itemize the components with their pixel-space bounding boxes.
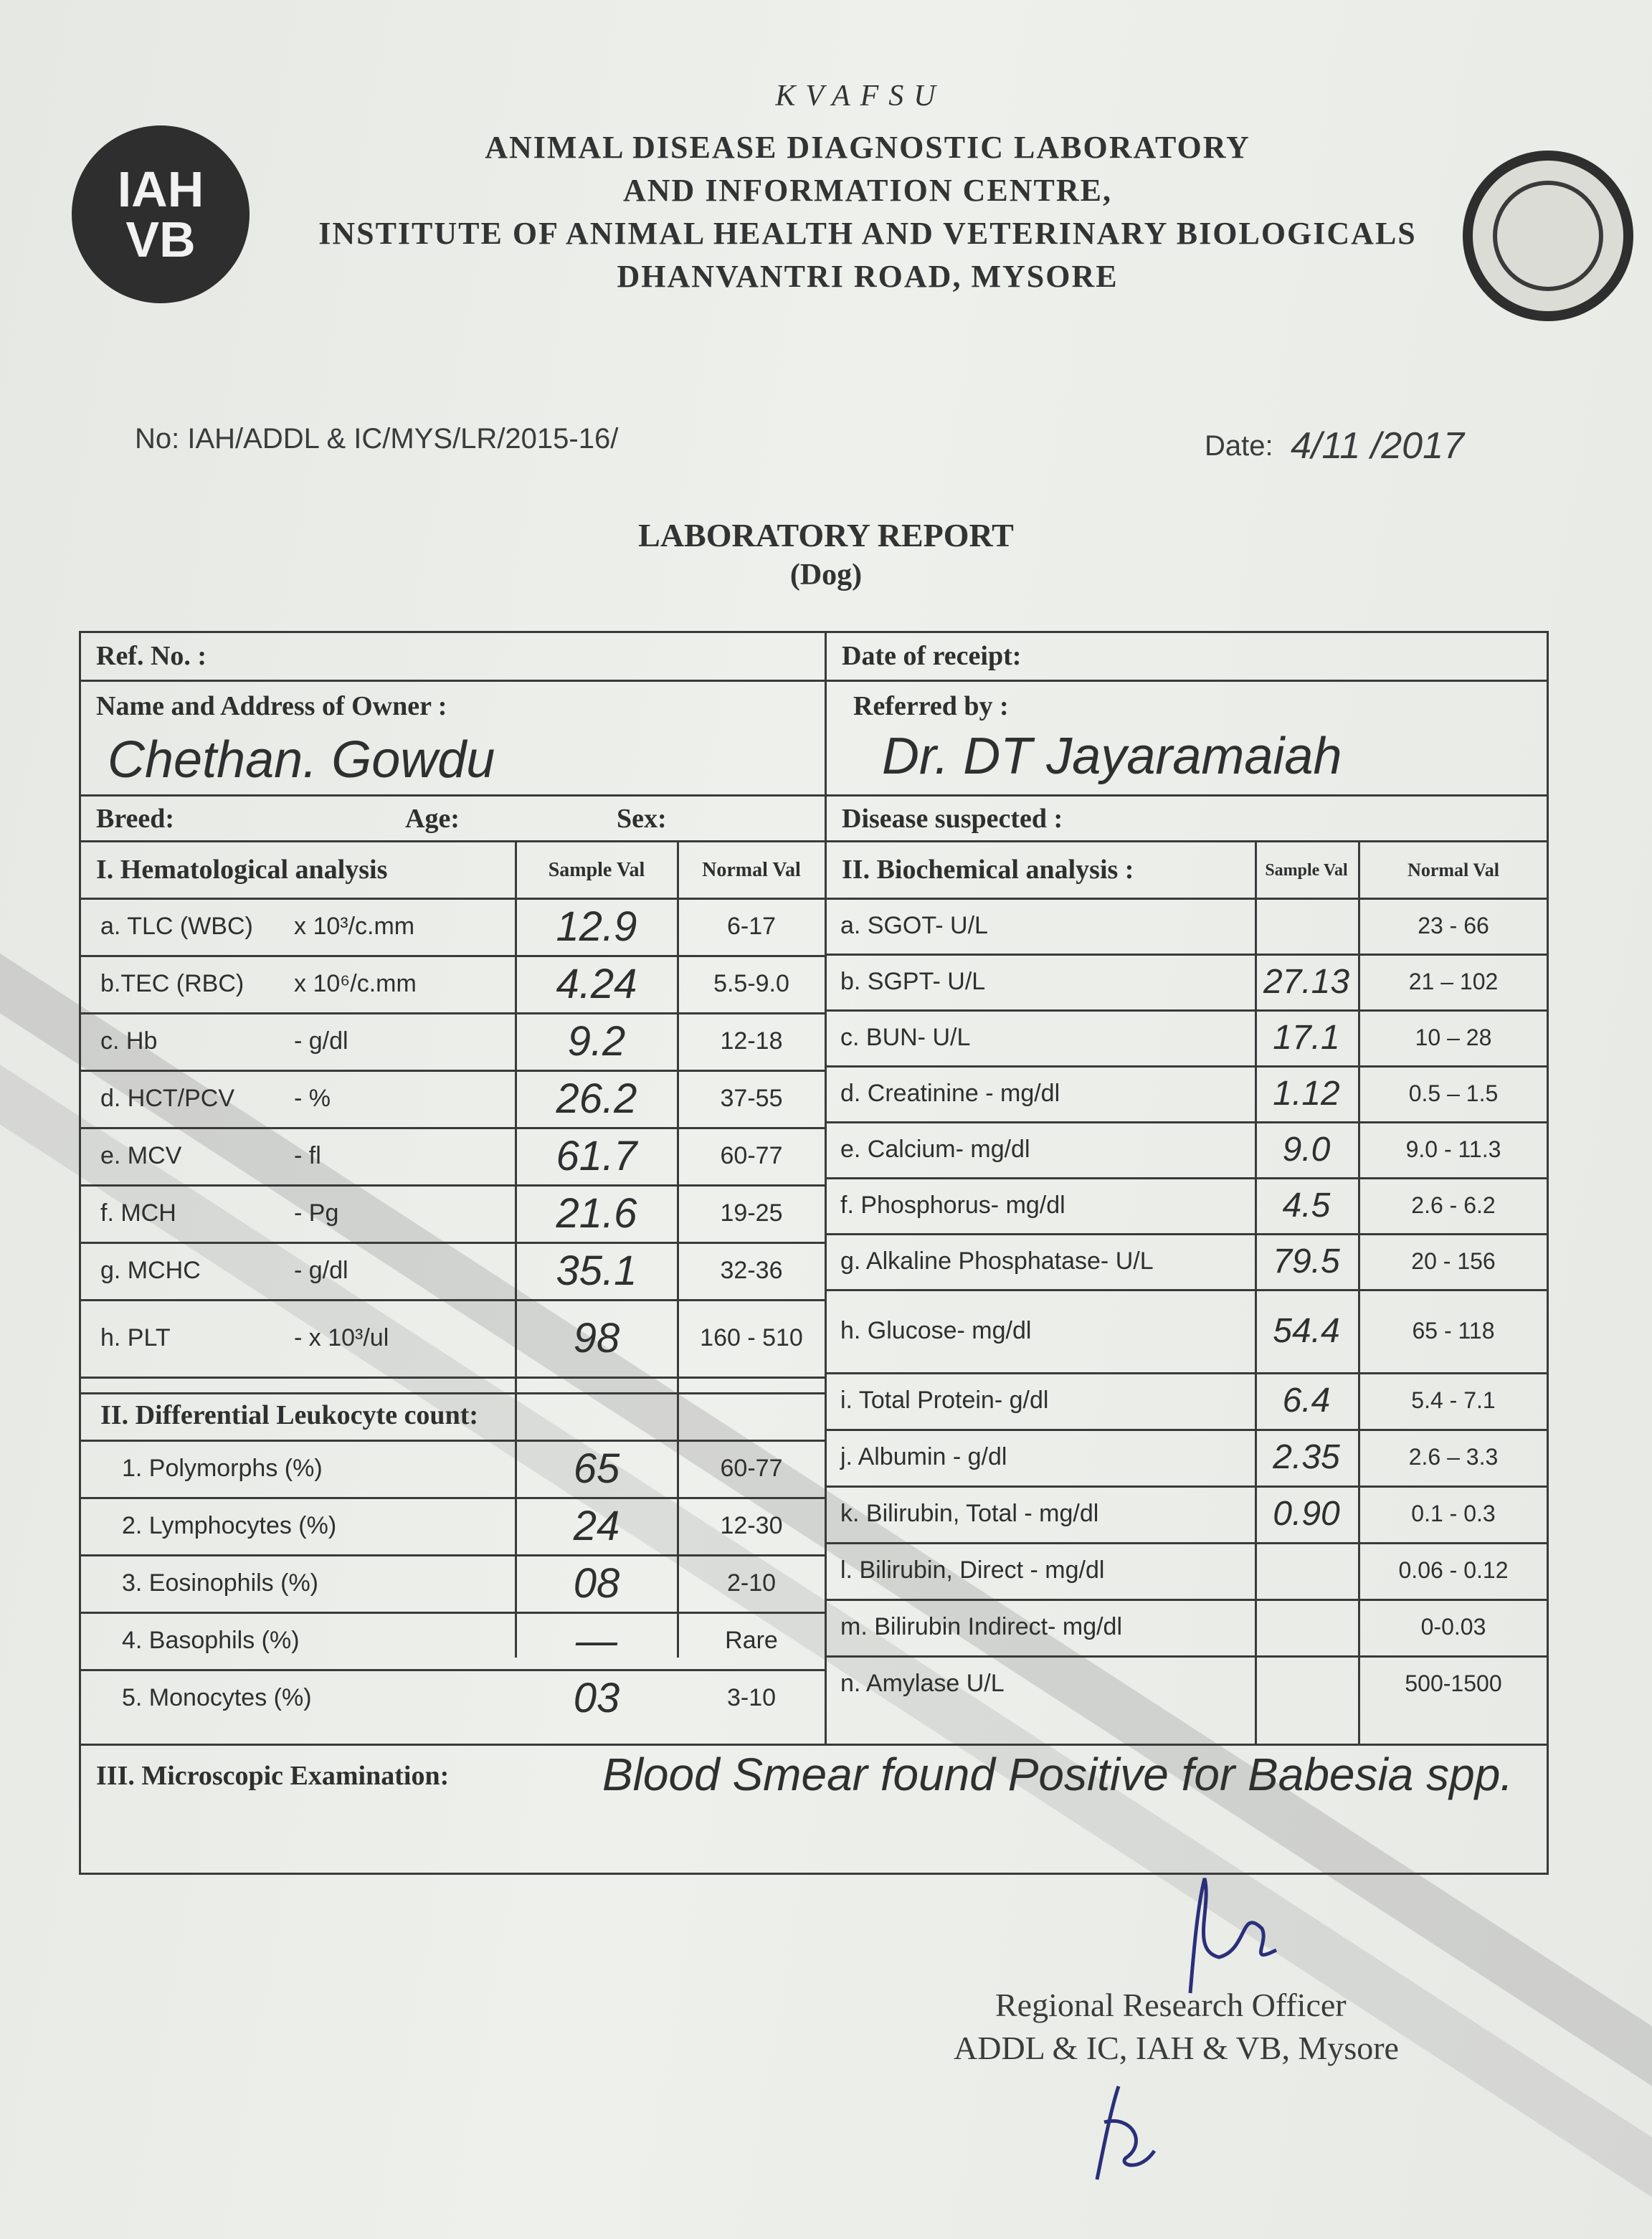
hemo-row-normal: 60-77 [720,1141,783,1169]
biochem-row-sample [1256,1599,1357,1655]
referred-label: Referred by : [853,691,1009,721]
hematology-col-normal: Normal Val [702,859,801,881]
hemo-row-unit: - g/dl [294,1256,348,1284]
biochem-heading: II. Biochemical analysis : [842,855,1134,885]
owner-value: Chethan. Gowdu [108,731,495,789]
age-label: Age: [405,804,460,834]
dlc-row-normal: 2-10 [726,1569,777,1597]
hematology-heading: I. Hematological analysis [96,855,388,885]
biochem-row-normal: 10 – 28 [1415,1024,1492,1050]
hemo-row-unit: x 10³/c.mm [294,912,415,940]
report-number: No: IAH/ADDL & IC/MYS/LR/2015-16/ [135,423,619,455]
disease-suspected-label: Disease suspected : [842,804,1063,834]
dlc-row-normal: 60-77 [720,1454,783,1482]
dlc-row-name: 3. Eosinophils (%) [122,1569,319,1597]
biochem-row-sample: 27.13 [1263,962,1350,1001]
hemo-row-sample: 4.24 [556,960,637,1007]
hemo-row-sample: 35.1 [556,1247,637,1294]
biochem-row-sample: 17.1 [1273,1018,1340,1057]
hemo-row-unit: - fl [294,1141,321,1169]
biochem-row-name: l. Bilirubin, Direct - mg/dl [840,1556,1105,1584]
biochem-row-normal: 21 – 102 [1408,968,1499,994]
report-title: LABORATORY REPORT [638,517,1014,553]
hemo-row-unit: - Pg [294,1199,339,1227]
dlc-row-name: 2. Lymphocytes (%) [122,1511,337,1539]
biochem-row-name: g. Alkaline Phosphatase- U/L [840,1247,1154,1275]
dlc-row-name: 1. Polymorphs (%) [122,1454,323,1482]
hemo-row-sample: 12.9 [556,903,637,950]
biochem-row-sample [1256,1542,1357,1599]
hemo-row-normal: 160 - 510 [700,1323,803,1351]
biochem-row-normal: 9.0 - 11.3 [1405,1136,1501,1162]
header-line-4: DHANVANTRI ROAD, MYSORE [617,259,1119,294]
hemo-row-sample: 61.7 [556,1132,637,1179]
header-line-1: ANIMAL DISEASE DIAGNOSTIC LABORATORY [485,130,1250,165]
hemo-row-name: c. Hb [100,1027,158,1055]
biochem-row-sample: 9.0 [1282,1130,1331,1169]
dlc-row-sample: 24 [573,1502,620,1549]
hemo-row-normal: 6-17 [726,912,777,940]
hemo-row-sample: 21.6 [556,1189,637,1237]
hemo-row-name: b.TEC (RBC) [100,969,245,997]
microscopic-value: Blood Smear found Positive for Babesia spp. [602,1749,1514,1800]
biochem-row-name: f. Phosphorus- mg/dl [840,1191,1065,1219]
dlc-row-name: 5. Monocytes (%) [122,1683,312,1711]
biochem-col-sample: Sample Val [1265,860,1348,880]
biochem-row-normal: 0.1 - 0.3 [1411,1501,1496,1526]
biochem-row-sample: 0.90 [1273,1495,1340,1533]
biochem-row-normal: 65 - 118 [1412,1317,1495,1344]
logo-text-top: IAH [117,161,204,217]
iah-vb-logo [72,125,250,303]
header-line-3: INSTITUTE OF ANIMAL HEALTH AND VETERINARY BIOLOGICALS [318,216,1417,251]
biochem-row-normal: 23 - 66 [1418,912,1489,938]
biochem-row-name: c. BUN- U/L [840,1023,971,1051]
hemo-row-sample: 98 [573,1314,620,1361]
report-subtitle: (Dog) [789,558,863,591]
hemo-row-name: f. MCH [100,1199,176,1227]
hemo-row-sample: 26.2 [556,1075,637,1122]
dlc-row-name: 4. Basophils (%) [122,1626,300,1654]
biochem-row-normal: 500-1500 [1405,1670,1502,1696]
dlc-row-normal: 12-30 [720,1511,783,1539]
biochem-row-sample [1256,1655,1357,1712]
hemo-row-normal: 12-18 [720,1027,783,1055]
hemo-row-name: e. MCV [100,1141,182,1169]
hemo-row-unit: - g/dl [294,1027,348,1055]
biochem-row-normal: 2.6 – 3.3 [1408,1444,1499,1470]
biochem-row-normal: 0.06 - 0.12 [1398,1557,1509,1583]
ref-no-label: Ref. No. : [96,641,207,671]
differential-heading: II. Differential Leukocyte count: [100,1400,479,1430]
dlc-row-sample: — [576,1617,617,1664]
dlc-row-sample: 08 [573,1559,620,1607]
date-label: Date: [1205,430,1273,462]
hemo-row-unit: - x 10³/ul [294,1323,389,1351]
hemo-row-sample: 9.2 [567,1017,626,1065]
kvafsu-seal-icon [1463,151,1633,321]
initials-mark [1076,2079,1183,2187]
biochem-row-name: a. SGOT- U/L [840,911,988,939]
biochem-row-name: j. Albumin - g/dl [840,1443,1007,1470]
sex-label: Sex: [617,804,667,834]
signatory-title: Regional Research Officer [995,1987,1347,2023]
referred-value: Dr. DT Jayaramaiah [882,728,1342,785]
microscopic-label: III. Microscopic Examination: [96,1761,450,1791]
biochem-row-sample: 2.35 [1273,1438,1340,1476]
hemo-row-normal: 19-25 [720,1199,783,1227]
dlc-row-sample: 03 [573,1674,620,1721]
hemo-row-name: a. TLC (WBC) [100,912,253,940]
date-value: 4/11 /2017 [1291,425,1464,467]
report-table [79,631,1549,1875]
hemo-row-name: d. HCT/PCV [100,1084,235,1112]
logo-text-bottom: VB [125,211,196,267]
biochem-row-name: h. Glucose- mg/dl [840,1316,1032,1344]
owner-label: Name and Address of Owner : [96,691,447,721]
hemo-row-unit: - % [294,1084,331,1112]
biochem-row-normal: 0-0.03 [1420,1614,1486,1640]
biochem-row-sample: 4.5 [1282,1186,1331,1225]
hemo-row-normal: 32-36 [720,1256,783,1284]
header-line-2: AND INFORMATION CENTRE, [623,173,1112,208]
hemo-row-normal: 5.5-9.0 [713,969,789,997]
signatory-office: ADDL & IC, IAH & VB, Mysore [954,2030,1399,2066]
hemo-row-name: h. PLT [100,1323,171,1351]
biochem-row-name: e. Calcium- mg/dl [840,1135,1030,1163]
biochem-row-name: d. Creatinine - mg/dl [840,1079,1060,1107]
dlc-row-normal: 3-10 [726,1683,777,1711]
biochem-row-sample: 6.4 [1282,1382,1331,1420]
biochem-row-sample: 54.4 [1273,1311,1340,1350]
hemo-row-unit: x 10⁶/c.mm [294,969,417,997]
date-receipt-label: Date of receipt: [842,641,1022,671]
dlc-row-sample: 65 [573,1445,620,1492]
hemo-row-name: g. MCHC [100,1256,201,1284]
biochem-row-sample: 79.5 [1273,1242,1340,1280]
biochem-row-name: b. SGPT- U/L [840,967,986,995]
biochem-col-normal: Normal Val [1407,860,1499,880]
biochem-row-normal: 0.5 – 1.5 [1408,1080,1499,1106]
biochem-row-name: m. Bilirubin Indirect- mg/dl [840,1613,1123,1640]
hemo-row-normal: 37-55 [720,1084,783,1112]
org-acronym: KVAFSU [775,80,946,113]
breed-label: Breed: [96,804,175,834]
biochem-row-normal: 2.6 - 6.2 [1411,1192,1496,1218]
biochem-row-sample [1256,898,1357,954]
biochem-row-sample: 1.12 [1273,1074,1340,1113]
hematology-col-sample: Sample Val [548,859,645,881]
biochem-row-name: k. Bilirubin, Total - mg/dl [840,1500,1099,1527]
biochem-row-name: i. Total Protein- g/dl [840,1387,1049,1414]
biochem-row-normal: 20 - 156 [1411,1247,1496,1274]
dlc-row-normal: Rare [725,1626,778,1654]
biochem-row-normal: 5.4 - 7.1 [1411,1387,1496,1413]
biochem-row-name: n. Amylase U/L [840,1670,1005,1697]
